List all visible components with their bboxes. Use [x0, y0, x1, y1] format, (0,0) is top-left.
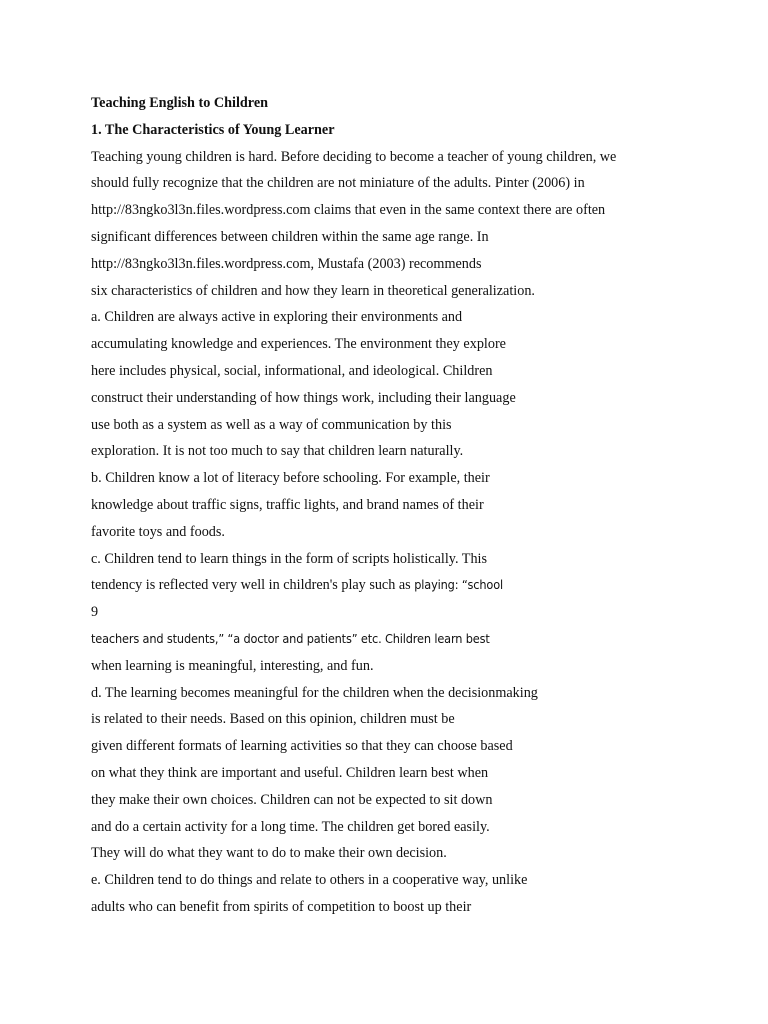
body-line: favorite toys and foods. [91, 523, 225, 540]
body-line: adults who can benefit from spirits of competition to boost up their [91, 898, 472, 915]
body-line: Teaching young children is hard. Before deciding to become a teacher of young children, we [91, 148, 617, 165]
body-line: http://83ngko3l3n.files.wordpress.com claims that even in the same context there are often [91, 202, 606, 219]
body-line: construct their understanding of how things work, including their language [91, 389, 516, 406]
body-line: http://83ngko3l3n.files.wordpress.com, Mustafa (2003) recommends [91, 255, 482, 272]
body-line: on what they think are important and useful. Children learn best when [91, 764, 489, 781]
alt-font-line: teachers and students,” “a doctor and patients” etc. Children learn best [91, 630, 490, 646]
item-e-line: e. Children tend to do things and relate to others in a cooperative way, unlike [91, 872, 528, 889]
body-line: should fully recognize that the children are not miniature of the adults. Pinter (2006) in [91, 175, 585, 192]
document-body [91, 90, 731, 921]
mixed-font-line [91, 572, 731, 599]
body-line: they make their own choices. Children can not be expected to sit down [91, 791, 493, 808]
item-b-line: b. Children know a lot of literacy before schooling. For example, their [91, 470, 490, 487]
body-line: given different formats of learning activities so that they can choose based [91, 738, 513, 755]
body-line: significant differences between children within the same age range. In [91, 228, 489, 245]
document-title: Teaching English to Children [91, 95, 269, 111]
body-line: They will do what they want to do to make their own decision. [91, 845, 447, 862]
body-line: six characteristics of children and how they learn in theoretical generalization. [91, 282, 535, 299]
body-line: exploration. It is not too much to say that children learn naturally. [91, 443, 464, 460]
item-d-line: d. The learning becomes meaningful for the children when the decisionmaking [91, 684, 538, 701]
body-line: is related to their needs. Based on this opinion, children must be [91, 711, 455, 728]
body-line: accumulating knowledge and experiences. The environment they explore [91, 336, 506, 353]
mixed-line-suffix: playing: “school [414, 577, 503, 593]
body-line: when learning is meaningful, interesting, and fun. [91, 657, 374, 674]
body-line: here includes physical, social, informational, and ideological. Children [91, 362, 493, 379]
body-line: knowledge about traffic signs, traffic lights, and brand names of their [91, 496, 484, 513]
mixed-line-prefix: tendency is reflected very well in children's play such as [91, 577, 415, 594]
item-a-line: a. Children are always active in exploring their environments and [91, 309, 463, 326]
page-number: 9 [91, 604, 99, 621]
body-line: and do a certain activity for a long time. The children get bored easily. [91, 818, 490, 835]
item-c-line: c. Children tend to learn things in the form of scripts holistically. This [91, 550, 488, 567]
body-line: use both as a system as well as a way of communication by this [91, 416, 452, 433]
section-heading: 1. The Characteristics of Young Learner [91, 121, 335, 138]
